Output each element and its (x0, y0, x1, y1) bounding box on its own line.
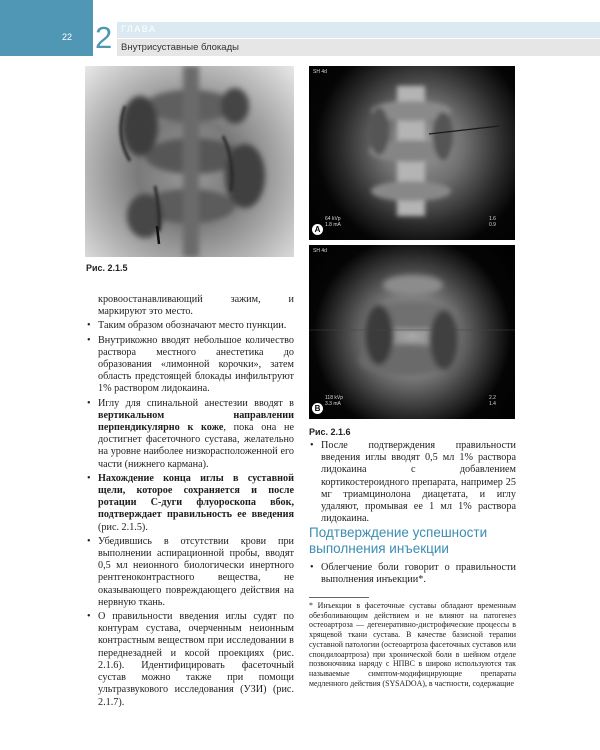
left-text-column (86, 294, 294, 711)
continued-paragraph: кровоостанавливающий зажим, и маркируют это место. (98, 294, 294, 318)
figure-2-1-5-image (85, 66, 294, 257)
xray-panel-a-illustration (309, 66, 515, 240)
chapter-label: ГЛАВА (121, 24, 157, 34)
panel-a-tag: SH 4d (313, 69, 327, 75)
panel-a-letter: A (312, 224, 323, 235)
confirmation-list (309, 562, 516, 588)
chapter-number: 2 (95, 20, 113, 55)
panel-a-readout: 1.6 0.9 (489, 216, 496, 228)
list-item: • Нахождение конца иглы в суставной щели, которое сохраняется и после ротации С-дуги флуороскопа вбок, подтверждает правильность ее введения (рис. 2.1.5). (86, 473, 294, 534)
page-header (0, 0, 600, 56)
footnote-divider (309, 597, 369, 598)
list-item: • Облегчение боли говорит о правильности выполнения инъекции*. (309, 562, 516, 586)
injection-list (309, 440, 516, 525)
panel-b-readout: 2.2 1.4 (489, 395, 496, 407)
list-item: • Внутрикожно вводят небольшое количество раствора местного анестетика до образования «лимонной корочки», затем область предстоящей блокады инфильтруют 1% раствором лидокаина. (86, 335, 294, 396)
panel-b-tag: SH 4d (313, 248, 327, 254)
panel-a-exposure: 64 kVp 1.8 mA (325, 216, 341, 228)
footnote: * Инъекции в фасеточные суставы обладают временным обезболивающим действием и не влияют на патогенез остеоартроза — дегенеративно-дистрофические процессы в хрящевой ткани сустава. В качестве базисной терапии суставной патологии (остеоартроза фасеточных суставов или спондилоартроза) при хронической боли в шейном отделе позвоночника наряду с НПВС в широко используются так называемые симптом-модифицирующие препараты медленного действия (SYSADOA), в частности, содержащие (309, 601, 516, 688)
xray-panel-b-illustration (309, 245, 515, 419)
xray-spine-illustration (85, 66, 294, 257)
header-accent-block (0, 0, 93, 56)
list-item: • Таким образом обозначают место пункции. (86, 320, 294, 332)
list-item: • О правильности введения иглы судят по контурам сустава, очерченным неионным контрастным веществом при исследовании в переднезадней и косой проекциях (рис. 2.1.6). Идентифицировать фасеточный сустав можно также при помощи ультразвукового исследования (УЗИ) (рис. 2.1.7). (86, 611, 294, 709)
section-heading: Подтверждение успешности выполнения инъекции (309, 525, 488, 556)
figure-2-1-5-caption: Рис. 2.1.5 (86, 263, 128, 273)
figure-2-1-6-caption: Рис. 2.1.6 (309, 427, 351, 437)
running-section-title: Внутрисуставные блокады (121, 42, 239, 53)
procedure-list (86, 320, 294, 708)
right-text-column (309, 440, 516, 527)
page-number: 22 (62, 32, 73, 42)
list-item: • После подтверждения правильности введения иглы вводят 0,5 мл 1% раствора лидокаина с добавлением кортикостероидного препарата, например 25 мг триамцинолона диацетата, и иглу удаляют, промывая ее 1 мл 1% раствора лидокаина. (309, 440, 516, 525)
figure-2-1-6-panel-b (309, 245, 515, 419)
panel-b-exposure: 118 kVp 3.3 mA (325, 395, 343, 407)
list-item: • Убедившись в отсутствии крови при выполнении аспирационной пробы, вводят 0,5 мл неионного биологически инертного рентгеноконтрастного вещества, не оказывающего повреждающего действия на нервную ткань. (86, 536, 294, 609)
panel-b-letter: B (312, 403, 323, 414)
list-item: • Иглу для спинальной анестезии вводят в вертикальном направлении перпендикулярно к коже, пока она не достигнет фасеточного сустава, желательно на уровне наиболее низкорасположенной его части (нижнего кармана). (86, 398, 294, 471)
header-band-top (117, 22, 600, 38)
figure-2-1-6-panel-a (309, 66, 515, 240)
